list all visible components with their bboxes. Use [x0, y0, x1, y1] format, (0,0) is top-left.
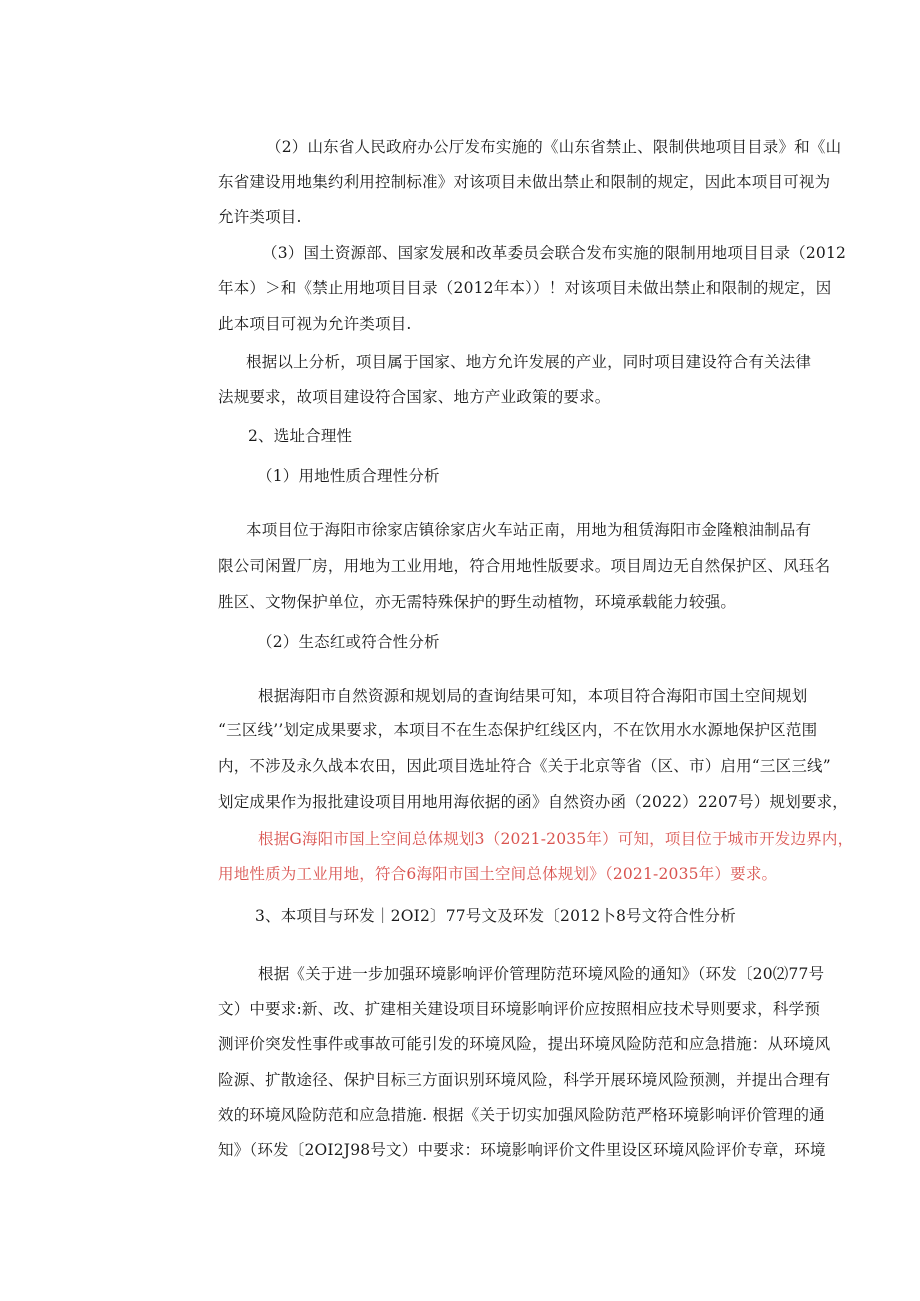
heading-env: 3、本项目与环发｜2OI2〕77号文及环发〔2012卜8号文符合性分析 — [255, 907, 736, 925]
env-line3: 测评价突发性事件或事故可能引发的环境风险，提出环境风险防范和应急措施：从环境风 — [218, 1035, 831, 1053]
env-line2: 文）中要求:新、改、扩建相关建设项目环境影响评价应按照相应技术导则要求，科学预 — [218, 1000, 821, 1018]
item2-line3: 允许类项目. — [218, 208, 302, 226]
item3-line1: （3）国土资源部、国家发展和改革委员会联合发布实施的限制用地项目目录（2012 — [262, 244, 847, 262]
summary-line1: 根据以上分析，项目属于国家、地方允许发展的产业，同时项目建设符合有关法律 — [246, 353, 812, 371]
env-line5: 效的环境风险防范和应急措施. 根据《关于切实加强风险防范严格环境影响评价管理的通 — [218, 1106, 825, 1124]
item3-line2: 年本）＞和《禁止用地项目目录（2012年本））！对该项目未做出禁止和限制的规定，因 — [218, 279, 832, 297]
summary-line2: 法规要求，故项目建设符合国家、地方产业政策的要求。 — [218, 388, 611, 406]
env-line6: 知》（环发〔2OI2J98号文）中要求：环境影响评价文件里设区环境风险评价专章，环境 — [218, 1141, 826, 1159]
sub2-line4: 划定成果作为报批建设项目用地用海依据的函》自然资办函（2022）2207号）规划要求， — [218, 793, 848, 811]
sub1-line2: 限公司闲置厂房，用地为工业用地，符合用地性版要求。项目周边无自然保护区、风珏名 — [218, 557, 831, 575]
sub2-heading: （2）生态红或符合性分析 — [257, 633, 440, 651]
item2-line1: （2）山东省人民政府办公厅发布实施的《山东省禁止、限制供地项目目录》和《山 — [266, 138, 842, 156]
item3-line3: 此本项目可视为允许类项目. — [218, 315, 412, 333]
sub1-line3: 胜区、文物保护单位，亦无需特殊保护的野生动植物，环境承载能力较强。 — [218, 593, 737, 611]
red-para-line2: 用地性质为工业用地，符合6海阳市国土空间总体规划》（2021-2035年）要求。 — [218, 865, 778, 883]
sub1-line1: 本项目位于海阳市徐家店镇徐家店火车站正南，用地为租赁海阳市金隆粮油制品有 — [246, 521, 812, 539]
sub2-line1: 根据海阳市自然资源和规划局的查询结果可知，本项目符合海阳市国土空间规划 — [258, 687, 808, 705]
sub1-heading: （1）用地性质合理性分析 — [257, 467, 440, 485]
heading-site-selection: 2、选址合理性 — [248, 427, 353, 445]
env-line4: 险源、扩散途径、保护目标三方面识别环境风险，科学开展环境风险预测，并提出合理有 — [218, 1071, 831, 1089]
sub2-line2: “三区线’’划定成果要求，本项目不在生态保护红线区内，不在饮用水水源地保护区范围 — [218, 721, 818, 739]
item2-line2: 东省建设用地集约利用控制标准》对该项目未做出禁止和限制的规定，因此本项目可视为 — [218, 173, 831, 191]
red-para-line1: 根据G海阳市国上空间总体规划3（2021-2035年）可知，项目位于城市开发边界内， — [258, 830, 854, 848]
env-line1: 根据《关于进一步加强环境影响评价管理防范环境风险的通知》（环发〔20⑵77号 — [258, 965, 825, 983]
sub2-line3: 内，不涉及永久战本农田，因此项目选址符合《关于北京等省（区、市）启用“三区三线” — [218, 757, 831, 775]
